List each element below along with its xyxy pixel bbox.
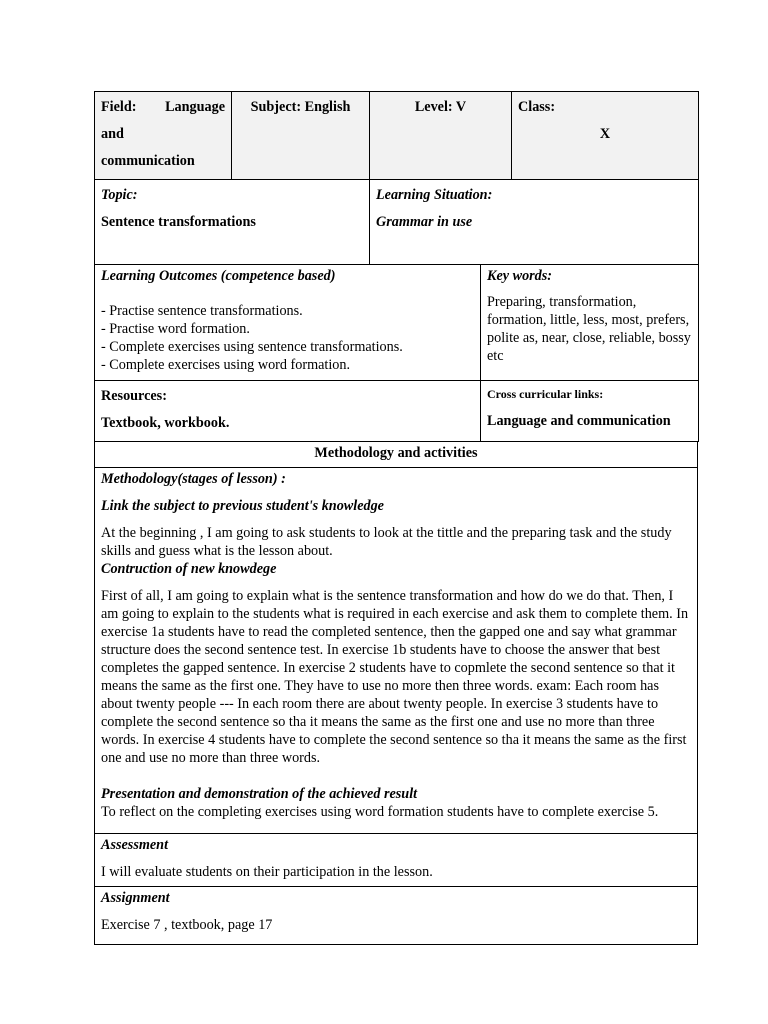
methodology-section-title: Methodology and activities xyxy=(95,442,698,468)
assignment-label: Assignment xyxy=(101,890,170,906)
topic-cell xyxy=(95,180,370,265)
assignment-cell xyxy=(95,887,698,945)
resources-value: Textbook, workbook. xyxy=(101,415,230,431)
topic-label: Topic: xyxy=(101,187,138,203)
methodology-table xyxy=(94,441,698,945)
field-value-line2: and xyxy=(101,126,124,142)
outcome-item: - Practise word formation. xyxy=(101,320,474,338)
key-words-cell xyxy=(481,265,699,381)
field-cell xyxy=(95,92,232,180)
assessment-text: I will evaluate students on their participation in the lesson. xyxy=(101,864,433,880)
presentation-label: Presentation and demonstration of the achieved result xyxy=(101,786,418,802)
topic-value: Sentence transformations xyxy=(101,214,256,230)
lesson-plan xyxy=(94,91,698,945)
level-text: Level: V xyxy=(414,99,467,115)
link-label: Link the subject to previous student's knowledge xyxy=(101,498,384,514)
assessment-cell xyxy=(95,834,698,887)
stages-label: Methodology(stages of lesson) : xyxy=(101,471,286,487)
learning-outcomes-cell xyxy=(95,265,481,381)
subject-text: Subject: English xyxy=(250,99,351,115)
outcome-item: - Practise sentence transformations. xyxy=(101,302,474,320)
assignment-text: Exercise 7 , textbook, page 17 xyxy=(101,917,273,933)
class-value: X xyxy=(599,126,611,142)
resources-label: Resources: xyxy=(101,388,167,404)
outcomes-table xyxy=(94,264,699,442)
class-label: Class: xyxy=(518,99,556,115)
cross-curricular-value: Language and communication xyxy=(487,413,671,429)
presentation-text: To reflect on the completing exercises using word formation students have to complete exercise 5. xyxy=(101,804,659,820)
field-value-line1: Language xyxy=(165,99,225,115)
level-cell xyxy=(370,92,512,180)
construction-text: First of all, I am going to explain what is the sentence transformation and how do we do that. Then, I am going to explain to the students what is required in each exercise and ask them to complete them. In exercise 1a students have to read the completed sentence, then the gapped one and say what grammar structure does the second sentence test. In exercise 1b students have to choose the answer that best completes the gapped sentence. In exercise 2 students have to copmlete the second sentence so that it means the same as the first one. They have to use no more then three words. exam: Each room has about twenty people --- In each room there are about twenty people. In exercise 3 students have to complete the second sentence so tha it means the same as the first one and use no more than three words. In exercise 4 students have to complete the second sentence so tha it means the same as the first one and use no more than three words. xyxy=(101,588,689,766)
subject-cell xyxy=(232,92,370,180)
outcome-item: - Complete exercises using sentence transformations. xyxy=(101,338,474,356)
learning-situation-label: Learning Situation: xyxy=(376,187,493,203)
outcome-item: - Complete exercises using word formation. xyxy=(101,356,474,374)
class-cell xyxy=(512,92,699,180)
topic-table xyxy=(94,179,699,265)
key-words-label: Key words: xyxy=(487,268,553,284)
learning-outcomes-label: Learning Outcomes (competence based) xyxy=(101,268,336,284)
learning-situation-cell xyxy=(370,180,699,265)
header-table xyxy=(94,91,699,180)
construction-label: Contruction of new knowdege xyxy=(101,561,277,577)
assessment-label: Assessment xyxy=(101,837,169,853)
cross-curricular-label: Cross curricular links: xyxy=(487,387,604,401)
resources-cell xyxy=(95,381,481,442)
cross-curricular-cell xyxy=(481,381,699,442)
field-label: Field: xyxy=(101,99,137,115)
field-value-line3: communication xyxy=(101,153,195,169)
key-words-value: Preparing, transformation, formation, little, less, most, prefers, polite as, near, close, reliable, bossy etc xyxy=(487,294,691,364)
link-text: At the beginning , I am going to ask students to look at the tittle and the preparing task and the study skills and guess what is the lesson about. xyxy=(101,525,672,559)
methodology-cell xyxy=(95,468,698,834)
learning-outcomes-list xyxy=(101,302,474,374)
learning-situation-value: Grammar in use xyxy=(376,214,473,230)
